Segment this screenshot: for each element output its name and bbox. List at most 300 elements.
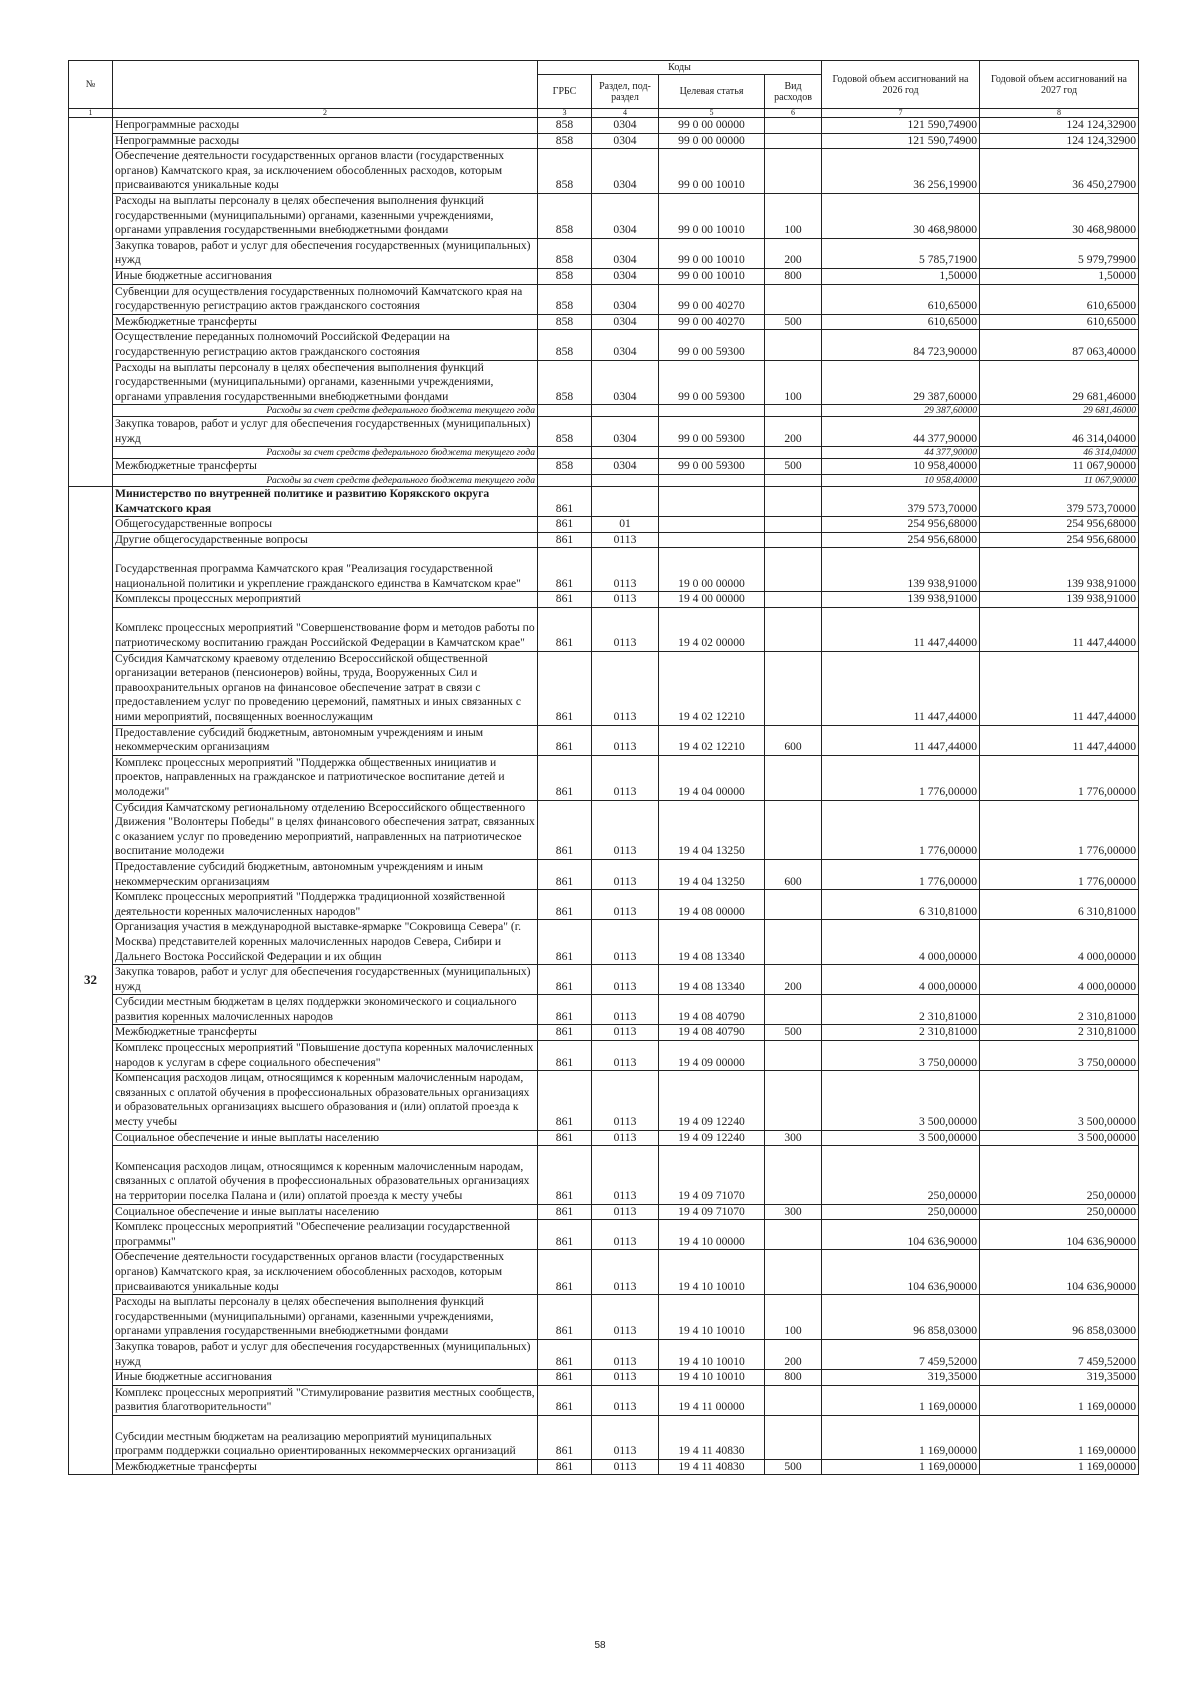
table-row xyxy=(69,995,1139,1025)
amount-2026-cell: 121 590,74900 xyxy=(822,133,980,149)
expense-name-cell: Организация участия в международной выставке-ярмарке "Сокровища Севера" (г. Москва) представителей коренных малочисленных народов Севера, Сибири и Дальнего Востока Российской Федерации и их общин xyxy=(113,920,538,965)
amount-2026-cell: 84 723,90000 xyxy=(822,330,980,360)
table-row xyxy=(69,1459,1139,1475)
target-cell: 99 0 00 40270 xyxy=(659,314,765,330)
target-cell: 99 0 00 00000 xyxy=(659,133,765,149)
column-number: 2 xyxy=(113,109,538,118)
kind-cell: 800 xyxy=(765,268,822,284)
budget-table xyxy=(68,60,1139,1475)
expense-name-cell: Социальное обеспечение и иные выплаты населению xyxy=(113,1204,538,1220)
kind-cell: 500 xyxy=(765,314,822,330)
amount-2027-cell: 46 314,04000 xyxy=(980,447,1139,459)
target-cell: 99 0 00 59300 xyxy=(659,360,765,405)
grbs-cell: 858 xyxy=(538,149,592,194)
grbs-cell: 861 xyxy=(538,725,592,755)
target-cell: 19 4 08 00000 xyxy=(659,890,765,920)
page-number: 58 xyxy=(594,1640,606,1651)
grbs-cell: 861 xyxy=(538,532,592,548)
column-number: 5 xyxy=(659,109,765,118)
target-cell: 19 4 08 40790 xyxy=(659,1025,765,1041)
kind-cell: 800 xyxy=(765,1370,822,1386)
table-subrow xyxy=(69,405,1139,417)
amount-2026-cell: 44 377,90000 xyxy=(822,417,980,447)
section-cell: 0113 xyxy=(592,1250,659,1295)
expense-name-cell: Социальное обеспечение и иные выплаты населению xyxy=(113,1130,538,1146)
table-row xyxy=(69,487,1139,517)
amount-2026-cell: 2 310,81000 xyxy=(822,995,980,1025)
expense-name-cell: Расходы на выплаты персоналу в целях обеспечения выполнения функций государственными (муниципальными) органами, казенными учреждениями, органами управления государственными внебюджетными фондами xyxy=(113,193,538,238)
table-row xyxy=(69,459,1139,475)
amount-2027-cell: 6 310,81000 xyxy=(980,890,1139,920)
column-number: 1 xyxy=(69,109,113,118)
target-cell: 99 0 00 10010 xyxy=(659,149,765,194)
amount-2026-cell: 96 858,03000 xyxy=(822,1295,980,1340)
kind-cell: 500 xyxy=(765,1459,822,1475)
header-2027: Годовой объем ассигнований на 2027 год xyxy=(980,61,1139,109)
table-subrow xyxy=(69,447,1139,459)
grbs-cell: 861 xyxy=(538,755,592,800)
grbs-cell: 861 xyxy=(538,607,592,651)
kind-cell xyxy=(765,517,822,533)
expense-name-cell: Компенсация расходов лицам, относящимся к коренным малочисленным народам, связанных с оплатой обучения в профессиональных образовательных организациях и образовательных организациях высшего образования и (или) оплатой проезда к месту учебы xyxy=(113,1071,538,1130)
amount-2027-cell: 254 956,68000 xyxy=(980,532,1139,548)
target-cell: 19 4 02 00000 xyxy=(659,607,765,651)
table-row xyxy=(69,532,1139,548)
amount-2027-cell: 254 956,68000 xyxy=(980,517,1139,533)
table-row xyxy=(69,1204,1139,1220)
kind-cell xyxy=(765,284,822,314)
grbs-cell xyxy=(538,475,592,487)
amount-2027-cell: 1,50000 xyxy=(980,268,1139,284)
expense-name-cell: Осуществление переданных полномочий Российской Федерации на государственную регистрацию актов гражданского состояния xyxy=(113,330,538,360)
amount-2026-cell: 11 447,44000 xyxy=(822,725,980,755)
amount-2027-cell: 104 636,90000 xyxy=(980,1250,1139,1295)
amount-2027-cell: 4 000,00000 xyxy=(980,965,1139,995)
section-cell: 0113 xyxy=(592,1385,659,1415)
section-cell: 0113 xyxy=(592,592,659,608)
amount-2027-cell: 139 938,91000 xyxy=(980,548,1139,592)
expense-name-cell: Министерство по внутренней политике и развитию Корякского округа Камчатского края xyxy=(113,487,538,517)
amount-2027-cell: 379 573,70000 xyxy=(980,487,1139,517)
kind-cell xyxy=(765,487,822,517)
kind-cell: 300 xyxy=(765,1130,822,1146)
amount-2027-cell: 610,65000 xyxy=(980,314,1139,330)
amount-2026-cell: 250,00000 xyxy=(822,1204,980,1220)
target-cell: 99 0 00 40270 xyxy=(659,284,765,314)
section-cell xyxy=(592,447,659,459)
table-row xyxy=(69,651,1139,725)
kind-cell: 100 xyxy=(765,193,822,238)
amount-2026-cell: 104 636,90000 xyxy=(822,1250,980,1295)
target-cell xyxy=(659,475,765,487)
grbs-cell: 858 xyxy=(538,133,592,149)
target-cell: 19 4 08 13340 xyxy=(659,920,765,965)
amount-2026-cell: 4 000,00000 xyxy=(822,920,980,965)
table-row xyxy=(69,755,1139,800)
section-cell: 0113 xyxy=(592,859,659,889)
section-cell: 0304 xyxy=(592,118,659,134)
kind-cell: 500 xyxy=(765,1025,822,1041)
amount-2027-cell: 5 979,79900 xyxy=(980,238,1139,268)
target-cell: 19 4 04 00000 xyxy=(659,755,765,800)
column-number: 4 xyxy=(592,109,659,118)
table-row xyxy=(69,1250,1139,1295)
section-cell: 0113 xyxy=(592,1370,659,1386)
target-cell: 19 4 10 10010 xyxy=(659,1295,765,1340)
amount-2026-cell: 1 169,00000 xyxy=(822,1385,980,1415)
amount-2027-cell: 1 776,00000 xyxy=(980,800,1139,859)
grbs-cell: 858 xyxy=(538,314,592,330)
amount-2027-cell: 29 681,46000 xyxy=(980,405,1139,417)
amount-2026-cell: 4 000,00000 xyxy=(822,965,980,995)
section-cell: 0113 xyxy=(592,995,659,1025)
amount-2027-cell: 2 310,81000 xyxy=(980,1025,1139,1041)
expense-name-cell: Закупка товаров, работ и услуг для обеспечения государственных (муниципальных) нужд xyxy=(113,1339,538,1369)
grbs-cell: 861 xyxy=(538,1220,592,1250)
target-cell xyxy=(659,517,765,533)
target-cell: 19 4 04 13250 xyxy=(659,859,765,889)
amount-2026-cell: 1 776,00000 xyxy=(822,859,980,889)
grbs-cell: 861 xyxy=(538,890,592,920)
kind-cell xyxy=(765,890,822,920)
kind-cell: 100 xyxy=(765,360,822,405)
amount-2026-cell: 36 256,19900 xyxy=(822,149,980,194)
table-row xyxy=(69,314,1139,330)
grbs-cell: 858 xyxy=(538,417,592,447)
table-row xyxy=(69,1415,1139,1459)
section-cell: 0113 xyxy=(592,920,659,965)
header-kind: Вид расходов xyxy=(765,75,822,109)
table-row xyxy=(69,725,1139,755)
expense-name-cell: Расходы на выплаты персоналу в целях обеспечения выполнения функций государственными (муниципальными) органами, казенными учреждениями, органами управления государственными внебюджетными фондами xyxy=(113,360,538,405)
amount-2026-cell: 1,50000 xyxy=(822,268,980,284)
section-cell: 0304 xyxy=(592,193,659,238)
amount-2026-cell: 29 387,60000 xyxy=(822,360,980,405)
expense-name-cell: Непрограммные расходы xyxy=(113,118,538,134)
section-cell: 0304 xyxy=(592,459,659,475)
amount-2027-cell: 29 681,46000 xyxy=(980,360,1139,405)
header-grbs: ГРБС xyxy=(538,75,592,109)
grbs-cell: 861 xyxy=(538,651,592,725)
expense-name-cell: Государственная программа Камчатского края "Реализация государственной национальной политики и укрепление гражданского единства в Камчатском крае" xyxy=(113,548,538,592)
target-cell: 99 0 00 10010 xyxy=(659,238,765,268)
kind-cell xyxy=(765,532,822,548)
amount-2026-cell: 5 785,71900 xyxy=(822,238,980,268)
section-cell: 0113 xyxy=(592,890,659,920)
table-row xyxy=(69,1041,1139,1071)
amount-2027-cell: 7 459,52000 xyxy=(980,1339,1139,1369)
kind-cell xyxy=(765,920,822,965)
amount-2026-cell: 104 636,90000 xyxy=(822,1220,980,1250)
header-no: № xyxy=(69,61,113,109)
target-cell: 19 4 09 71070 xyxy=(659,1204,765,1220)
amount-2026-cell: 610,65000 xyxy=(822,314,980,330)
amount-2027-cell: 3 500,00000 xyxy=(980,1130,1139,1146)
grbs-cell: 858 xyxy=(538,284,592,314)
section-cell: 0113 xyxy=(592,1146,659,1204)
kind-cell xyxy=(765,607,822,651)
kind-cell xyxy=(765,800,822,859)
amount-2027-cell: 610,65000 xyxy=(980,284,1139,314)
target-cell: 19 4 10 10010 xyxy=(659,1339,765,1369)
grbs-cell: 861 xyxy=(538,1041,592,1071)
kind-cell xyxy=(765,330,822,360)
section-cell: 01 xyxy=(592,517,659,533)
target-cell: 99 0 00 00000 xyxy=(659,118,765,134)
table-row xyxy=(69,1146,1139,1204)
grbs-cell xyxy=(538,447,592,459)
amount-2027-cell: 30 468,98000 xyxy=(980,193,1139,238)
row-number-cell: 32 xyxy=(69,487,113,1475)
amount-2027-cell: 11 447,44000 xyxy=(980,725,1139,755)
column-number: 3 xyxy=(538,109,592,118)
table-row xyxy=(69,607,1139,651)
section-cell: 0113 xyxy=(592,1459,659,1475)
expense-name-cell: Комплекс процессных мероприятий "Поддержка традиционной хозяйственной деятельности коренных малочисленных народов" xyxy=(113,890,538,920)
amount-2027-cell: 1 169,00000 xyxy=(980,1385,1139,1415)
table-row xyxy=(69,1025,1139,1041)
target-cell: 19 0 00 00000 xyxy=(659,548,765,592)
expense-name-cell: Иные бюджетные ассигнования xyxy=(113,268,538,284)
amount-2026-cell: 7 459,52000 xyxy=(822,1339,980,1369)
target-cell: 19 4 08 40790 xyxy=(659,995,765,1025)
section-cell: 0304 xyxy=(592,330,659,360)
section-cell: 0113 xyxy=(592,1415,659,1459)
expense-name-cell: Компенсация расходов лицам, относящимся к коренным малочисленным народам, связанных с оплатой обучения в профессиональных образовательных организациях на территории поселка Палана и (или) оплатой проезда к месту учебы xyxy=(113,1146,538,1204)
section-cell: 0113 xyxy=(592,965,659,995)
table-row xyxy=(69,920,1139,965)
target-cell xyxy=(659,405,765,417)
kind-cell xyxy=(765,149,822,194)
grbs-cell: 861 xyxy=(538,920,592,965)
grbs-cell: 861 xyxy=(538,1071,592,1130)
section-cell: 0113 xyxy=(592,1041,659,1071)
expense-name-cell: Расходы на выплаты персоналу в целях обеспечения выполнения функций государственными (муниципальными) органами, казенными учреждениями, органами управления государственными внебюджетными фондами xyxy=(113,1295,538,1340)
target-cell: 19 4 04 13250 xyxy=(659,800,765,859)
expense-name-cell: Закупка товаров, работ и услуг для обеспечения государственных (муниципальных) нужд xyxy=(113,965,538,995)
section-cell: 0304 xyxy=(592,133,659,149)
section-cell: 0113 xyxy=(592,1339,659,1369)
kind-cell xyxy=(765,1220,822,1250)
kind-cell xyxy=(765,548,822,592)
table-row xyxy=(69,238,1139,268)
kind-cell xyxy=(765,1146,822,1204)
grbs-cell: 861 xyxy=(538,548,592,592)
amount-2026-cell: 1 169,00000 xyxy=(822,1459,980,1475)
expense-name-cell: Комплекс процессных мероприятий "Стимулирование развития местных сообществ, развития благотворительности" xyxy=(113,1385,538,1415)
amount-2027-cell: 250,00000 xyxy=(980,1146,1139,1204)
table-row xyxy=(69,548,1139,592)
header-name xyxy=(113,61,538,109)
amount-2026-cell: 139 938,91000 xyxy=(822,592,980,608)
amount-2026-cell: 250,00000 xyxy=(822,1146,980,1204)
table-row xyxy=(69,193,1139,238)
table-row xyxy=(69,1130,1139,1146)
kind-cell xyxy=(765,651,822,725)
amount-2026-cell: 11 447,44000 xyxy=(822,651,980,725)
grbs-cell: 858 xyxy=(538,268,592,284)
table-row xyxy=(69,1385,1139,1415)
grbs-cell: 861 xyxy=(538,1385,592,1415)
target-cell: 19 4 08 13340 xyxy=(659,965,765,995)
column-number: 6 xyxy=(765,109,822,118)
table-row xyxy=(69,517,1139,533)
header-target: Целевая статья xyxy=(659,75,765,109)
header-section: Раздел, под-раздел xyxy=(592,75,659,109)
amount-2027-cell: 36 450,27900 xyxy=(980,149,1139,194)
header-codes-group: Коды xyxy=(538,61,822,75)
section-cell: 0304 xyxy=(592,314,659,330)
grbs-cell: 861 xyxy=(538,1130,592,1146)
section-cell: 0113 xyxy=(592,1130,659,1146)
expense-name-cell: Субсидии местным бюджетам в целях поддержки экономического и социального развития коренных малочисленных народов xyxy=(113,995,538,1025)
table-row xyxy=(69,417,1139,447)
table-subrow xyxy=(69,475,1139,487)
row-number-cell xyxy=(69,118,113,487)
section-cell: 0113 xyxy=(592,607,659,651)
expense-name-cell: Закупка товаров, работ и услуг для обеспечения государственных (муниципальных) нужд xyxy=(113,238,538,268)
amount-2027-cell: 11 447,44000 xyxy=(980,651,1139,725)
amount-2026-cell: 254 956,68000 xyxy=(822,517,980,533)
target-cell: 99 0 00 10010 xyxy=(659,193,765,238)
target-cell: 19 4 00 00000 xyxy=(659,592,765,608)
grbs-cell: 861 xyxy=(538,1339,592,1369)
expense-name-cell: Межбюджетные трансферты xyxy=(113,314,538,330)
target-cell: 19 4 11 00000 xyxy=(659,1385,765,1415)
amount-2026-cell: 319,35000 xyxy=(822,1370,980,1386)
target-cell xyxy=(659,487,765,517)
expense-name-cell: Комплекс процессных мероприятий "Совершенствование форм и методов работы по патриотическому воспитанию граждан Российской Федерации в Камчатском крае" xyxy=(113,607,538,651)
grbs-cell: 858 xyxy=(538,193,592,238)
grbs-cell: 861 xyxy=(538,800,592,859)
section-cell: 0304 xyxy=(592,238,659,268)
table-row xyxy=(69,330,1139,360)
expense-name-cell: Предоставление субсидий бюджетным, автономным учреждениям и иным некоммерческим организациям xyxy=(113,725,538,755)
kind-cell xyxy=(765,1415,822,1459)
amount-2027-cell: 3 750,00000 xyxy=(980,1041,1139,1071)
table-body xyxy=(69,118,1139,1475)
kind-cell xyxy=(765,118,822,134)
kind-cell xyxy=(765,592,822,608)
kind-cell xyxy=(765,1385,822,1415)
table-row xyxy=(69,1071,1139,1130)
grbs-cell: 861 xyxy=(538,1370,592,1386)
kind-cell: 300 xyxy=(765,1204,822,1220)
expense-name-cell: Предоставление субсидий бюджетным, автономным учреждениям и иным некоммерческим организациям xyxy=(113,859,538,889)
target-cell xyxy=(659,532,765,548)
target-cell: 99 0 00 59300 xyxy=(659,459,765,475)
amount-2026-cell: 3 750,00000 xyxy=(822,1041,980,1071)
target-cell: 99 0 00 59300 xyxy=(659,330,765,360)
amount-2027-cell: 87 063,40000 xyxy=(980,330,1139,360)
kind-cell: 600 xyxy=(765,725,822,755)
kind-cell: 200 xyxy=(765,1339,822,1369)
table-row xyxy=(69,118,1139,134)
table-row xyxy=(69,284,1139,314)
target-cell: 19 4 10 00000 xyxy=(659,1220,765,1250)
amount-2026-cell: 139 938,91000 xyxy=(822,548,980,592)
section-cell: 0113 xyxy=(592,725,659,755)
expense-name-cell: Комплексы процессных мероприятий xyxy=(113,592,538,608)
expense-name-cell: Непрограммные расходы xyxy=(113,133,538,149)
amount-2027-cell: 2 310,81000 xyxy=(980,995,1139,1025)
grbs-cell: 861 xyxy=(538,859,592,889)
section-cell: 0113 xyxy=(592,1071,659,1130)
kind-cell: 100 xyxy=(765,1295,822,1340)
amount-2026-cell: 10 958,40000 xyxy=(822,475,980,487)
amount-2026-cell: 11 447,44000 xyxy=(822,607,980,651)
grbs-cell: 861 xyxy=(538,1459,592,1475)
section-cell: 0304 xyxy=(592,417,659,447)
expense-name-cell: Межбюджетные трансферты xyxy=(113,459,538,475)
target-cell: 19 4 10 10010 xyxy=(659,1250,765,1295)
expense-name-cell: Иные бюджетные ассигнования xyxy=(113,1370,538,1386)
kind-cell xyxy=(765,755,822,800)
grbs-cell: 861 xyxy=(538,487,592,517)
amount-2027-cell: 319,35000 xyxy=(980,1370,1139,1386)
grbs-cell: 861 xyxy=(538,517,592,533)
table-header xyxy=(69,61,1139,118)
amount-2027-cell: 124 124,32900 xyxy=(980,133,1139,149)
amount-2027-cell: 96 858,03000 xyxy=(980,1295,1139,1340)
target-cell: 19 4 10 10010 xyxy=(659,1370,765,1386)
table-row xyxy=(69,592,1139,608)
amount-2027-cell: 250,00000 xyxy=(980,1204,1139,1220)
grbs-cell: 858 xyxy=(538,360,592,405)
column-number: 8 xyxy=(980,109,1139,118)
amount-2026-cell: 3 500,00000 xyxy=(822,1130,980,1146)
section-cell: 0113 xyxy=(592,800,659,859)
expense-name-cell: Комплекс процессных мероприятий "Повышение доступа коренных малочисленных народов к услугам в сфере социального обеспечения" xyxy=(113,1041,538,1071)
grbs-cell: 858 xyxy=(538,238,592,268)
expense-name-cell: Межбюджетные трансферты xyxy=(113,1459,538,1475)
expense-name-cell: Комплекс процессных мероприятий "Поддержка общественных инициатив и проектов, направленных на гражданское и патриотическое воспитание детей и молодежи" xyxy=(113,755,538,800)
grbs-cell: 861 xyxy=(538,1415,592,1459)
target-cell: 19 4 02 12210 xyxy=(659,651,765,725)
section-cell xyxy=(592,475,659,487)
table-row xyxy=(69,800,1139,859)
table-row xyxy=(69,890,1139,920)
table-row xyxy=(69,965,1139,995)
expense-name-cell: Субсидия Камчатскому краевому отделению Всероссийской общественной организации ветеранов (пенсионеров) войны, труда, Вооруженных Сил и правоохранительных органов на финансовое обеспечение затрат в связи с предоставлением услуг по проведению церемоний, памятных и иных связанных с ними мероприятий, посвященных военнослужащим xyxy=(113,651,538,725)
table-row xyxy=(69,268,1139,284)
table-row xyxy=(69,1339,1139,1369)
expense-name-cell: Другие общегосударственные вопросы xyxy=(113,532,538,548)
expense-name-cell: Межбюджетные трансферты xyxy=(113,1025,538,1041)
expense-name-cell: Расходы за счет средств федерального бюджета текущего года xyxy=(113,475,538,487)
section-cell: 0113 xyxy=(592,1025,659,1041)
section-cell: 0113 xyxy=(592,1220,659,1250)
kind-cell: 600 xyxy=(765,859,822,889)
amount-2027-cell: 139 938,91000 xyxy=(980,592,1139,608)
table-row xyxy=(69,360,1139,405)
amount-2027-cell: 46 314,04000 xyxy=(980,417,1139,447)
column-number-row xyxy=(69,109,1139,118)
grbs-cell xyxy=(538,405,592,417)
expense-name-cell: Расходы за счет средств федерального бюджета текущего года xyxy=(113,447,538,459)
amount-2026-cell: 121 590,74900 xyxy=(822,118,980,134)
kind-cell: 200 xyxy=(765,965,822,995)
target-cell: 99 0 00 10010 xyxy=(659,268,765,284)
expense-name-cell: Субсидии местным бюджетам на реализацию мероприятий муниципальных программ поддержки социально ориентированных некоммерческих организаций xyxy=(113,1415,538,1459)
amount-2026-cell: 254 956,68000 xyxy=(822,532,980,548)
kind-cell: 200 xyxy=(765,417,822,447)
expense-name-cell: Субвенции для осуществления государственных полномочий Камчатского края на государственную регистрацию актов гражданского состояния xyxy=(113,284,538,314)
amount-2026-cell: 1 776,00000 xyxy=(822,800,980,859)
section-cell: 0304 xyxy=(592,284,659,314)
amount-2026-cell: 1 776,00000 xyxy=(822,755,980,800)
amount-2027-cell: 4 000,00000 xyxy=(980,920,1139,965)
